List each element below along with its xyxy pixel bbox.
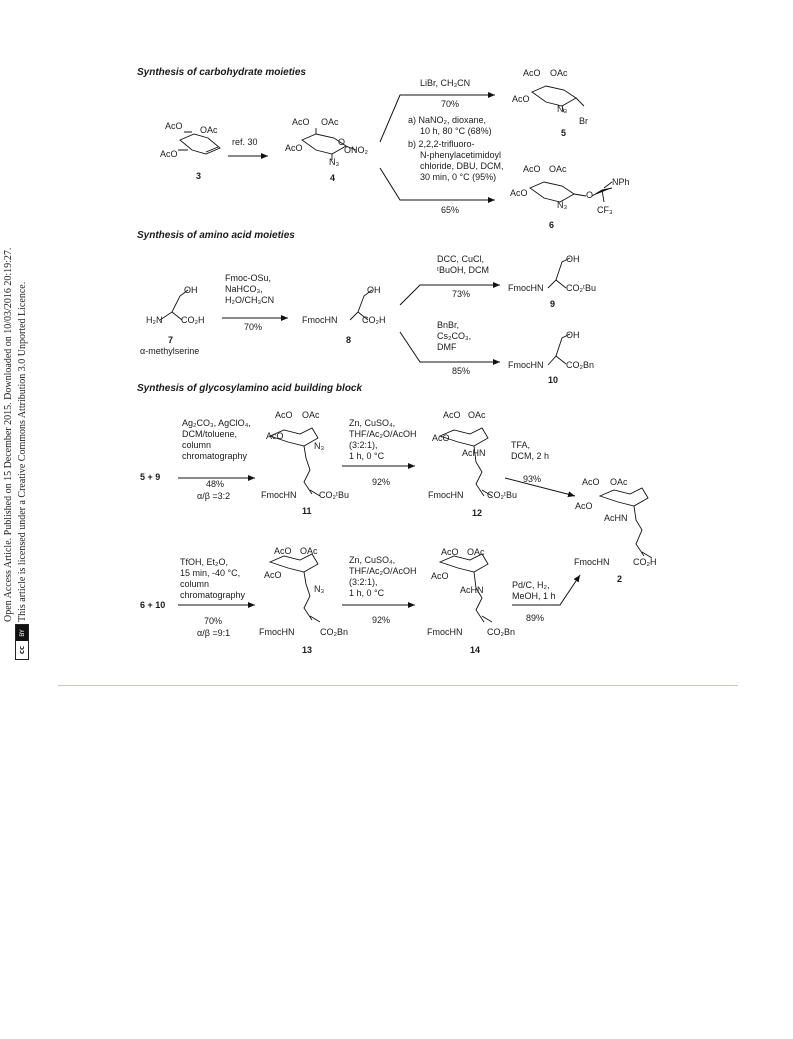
zn-condition-4b: 1 h, 0 °C [349, 588, 385, 598]
aco-2a: AcO [582, 477, 600, 487]
co2tbu-9: CO₂ᵗBu [566, 283, 596, 293]
label-2: 2 [617, 574, 623, 584]
dcc-condition-2: ᵗBuOH, DCM [437, 265, 489, 275]
aco-4a: AcO [292, 117, 310, 127]
label-4: 4 [330, 173, 336, 183]
ag-condition-2: DCM/toluene, [182, 429, 238, 439]
heading-glycosyl: Synthesis of glycosylamino acid building block [137, 383, 363, 394]
aco-12a: AcO [443, 410, 461, 420]
n3-6: N₃ [557, 200, 568, 210]
fmochn-13: FmocHN [259, 627, 295, 637]
condition-a-line2: 10 h, 80 °C (68%) [420, 126, 492, 136]
label-14: 14 [470, 645, 481, 655]
h2n-7: H₂N [146, 315, 163, 325]
tfa-condition-2: DCM, 2 h [511, 451, 550, 461]
n3-4: N₃ [329, 157, 340, 167]
fmochn-11: FmocHN [261, 490, 297, 500]
oac-3: OAc [200, 125, 218, 135]
label-6: 6 [549, 220, 555, 230]
co2bn-13: CO₂Bn [320, 627, 349, 637]
fmoc-condition-3: H₂O/CH₃CN [225, 295, 275, 305]
tfoh-condition-1: TfOH, Et₂O, [180, 557, 228, 567]
fmochn-10: FmocHN [508, 360, 544, 370]
dcc-condition-1: DCC, CuCl, [437, 254, 485, 264]
by-icon: BY [16, 625, 28, 641]
n3-13: N₃ [314, 584, 325, 594]
label-11: 11 [302, 506, 312, 516]
license-link[interactable]: This article is licensed under a Creative Commons Attribution 3.0 Unported Licence. [17, 281, 28, 622]
ag-condition-1: Ag₂CO₃, AgClO₄, [182, 418, 251, 428]
ag-ratio: α/β =3:2 [197, 491, 231, 501]
aco-14a: AcO [441, 547, 459, 557]
ag-yield: 48% [206, 479, 225, 489]
co2bn-14: CO₂Bn [487, 627, 516, 637]
oac-6: OAc [549, 164, 567, 174]
aco-11a: AcO [275, 410, 293, 420]
zn-condition-1b: Zn, CuSO₄, [349, 555, 396, 565]
start-6-10: 6 + 10 [140, 600, 166, 610]
aco-5a: AcO [523, 68, 541, 78]
oac-13: OAc [300, 546, 318, 556]
co2bn-10: CO₂Bn [566, 360, 595, 370]
o-6: O [586, 190, 594, 200]
condition-a-line1: a) NaNO₂, dioxane, [408, 115, 487, 125]
oac-2: OAc [610, 477, 628, 487]
o-4: O [338, 137, 346, 147]
fmochn-8: FmocHN [302, 315, 338, 325]
condition-b-line1: b) 2,2,2-trifluoro- [408, 139, 475, 149]
co2h-7: CO₂H [181, 315, 205, 325]
n3-5: N₃ [557, 104, 568, 114]
zn-condition-4a: 1 h, 0 °C [349, 451, 385, 461]
section-divider [58, 685, 738, 686]
oh-7: OH [184, 285, 198, 295]
tfoh-condition-2: 15 min, -40 °C, [180, 568, 241, 578]
fmochn-2: FmocHN [574, 557, 610, 567]
start-5-9: 5 + 9 [140, 472, 161, 482]
oh-9: OH [566, 254, 580, 264]
br-5: Br [579, 116, 588, 126]
label-8: 8 [346, 335, 352, 345]
aco-5b: AcO [512, 94, 530, 104]
label-12: 12 [472, 508, 483, 518]
zn-condition-2b: THF/Ac₂O/AcOH [349, 566, 417, 576]
fmoc-yield: 70% [244, 322, 263, 332]
tfoh-condition-3: column [180, 579, 210, 589]
tfa-condition-1: TFA, [511, 440, 531, 450]
aco-11b: AcO [266, 431, 284, 441]
aco-6a: AcO [523, 164, 541, 174]
condition-b-line3: chloride, DBU, DCM, [420, 161, 504, 171]
label-13: 13 [302, 645, 313, 655]
bnbr-condition-3: DMF [437, 342, 457, 352]
aco-13a: AcO [274, 546, 292, 556]
oh-10: OH [566, 330, 580, 340]
heading-amino-acid: Synthesis of amino acid moieties [137, 230, 295, 241]
cc-icon: cc [16, 641, 28, 659]
cf3-6: CF₃ [597, 205, 613, 215]
aco-2b: AcO [575, 501, 593, 511]
aco-12b: AcO [432, 433, 450, 443]
libr-condition: LiBr, CH₃CN [420, 78, 471, 88]
ag-condition-4: chromatography [182, 451, 248, 461]
tfoh-ratio: α/β =9:1 [197, 628, 231, 638]
aco-13b: AcO [264, 570, 282, 580]
n3-11: N₃ [314, 441, 325, 451]
achn-2: AcHN [604, 513, 628, 523]
zn-condition-2a: THF/Ac₂O/AcOH [349, 429, 417, 439]
zn-yield-b: 92% [372, 615, 391, 625]
tfoh-yield: 70% [204, 616, 223, 626]
arrow-8-to-9 [400, 285, 500, 305]
oh-8: OH [367, 285, 381, 295]
co2tbu-11: CO₂ᵗBu [319, 490, 349, 500]
label-10: 10 [548, 375, 559, 385]
structure-13 [270, 554, 320, 622]
bnbr-condition-2: Cs₂CO₃, [437, 331, 472, 341]
zn-condition-3a: (3:2:1), [349, 440, 378, 450]
oac-4: OAc [321, 117, 339, 127]
methylserine-label: α-methylserine [140, 346, 200, 356]
fmoc-condition-2: NaHCO₃, [225, 284, 263, 294]
co2h-8: CO₂H [362, 315, 386, 325]
achn-12: AcHN [462, 448, 486, 458]
label-3: 3 [196, 171, 202, 181]
fmoc-condition-1: Fmoc-OSu, [225, 273, 272, 283]
co2h-2: CO₂H [633, 557, 657, 567]
fmochn-14: FmocHN [427, 627, 463, 637]
fmochn-12: FmocHN [428, 490, 464, 500]
pd-condition-1: Pd/C, H₂, [512, 580, 550, 590]
tfoh-condition-4: chromatography [180, 590, 246, 600]
pd-yield: 89% [526, 613, 545, 623]
ag-condition-3: column [182, 440, 212, 450]
heading-carbohydrate: Synthesis of carbohydrate moieties [137, 67, 306, 78]
aco-3b: AcO [160, 149, 178, 159]
oac-11: OAc [302, 410, 320, 420]
zn-yield-a: 92% [372, 477, 391, 487]
ref-30: ref. 30 [232, 137, 258, 147]
aco-3a: AcO [165, 121, 183, 131]
bnbr-yield: 85% [452, 366, 471, 376]
label-9: 9 [550, 299, 556, 309]
tfa-yield: 93% [523, 474, 542, 484]
structure-6 [530, 182, 612, 202]
achn-14: AcHN [460, 585, 484, 595]
label-5: 5 [561, 128, 567, 138]
label-7: 7 [168, 335, 174, 345]
published-line: Open Access Article. Published on 15 December 2015. Downloaded on 10/03/2016 20:19:27. [3, 247, 14, 622]
imidate-yield: 65% [441, 205, 460, 215]
nph-6: NPh [612, 177, 630, 187]
oac-14: OAc [467, 547, 485, 557]
condition-b-line4: 30 min, 0 °C (95%) [420, 172, 497, 182]
bnbr-condition-1: BnBr, [437, 320, 460, 330]
co2tbu-12: CO₂ᵗBu [487, 490, 517, 500]
oac-5: OAc [550, 68, 568, 78]
libr-yield: 70% [441, 99, 460, 109]
aco-4b: AcO [285, 143, 303, 153]
fmochn-9: FmocHN [508, 283, 544, 293]
zn-condition-3b: (3:2:1), [349, 577, 378, 587]
ono2-4: ONO₂ [344, 145, 368, 155]
condition-b-line2: N-phenylacetimidoyl [420, 150, 502, 160]
aco-6b: AcO [510, 188, 528, 198]
pd-condition-2: MeOH, 1 h [512, 591, 556, 601]
dcc-yield: 73% [452, 289, 471, 299]
aco-14b: AcO [431, 571, 449, 581]
zn-condition-1a: Zn, CuSO₄, [349, 418, 396, 428]
oac-12: OAc [468, 410, 486, 420]
